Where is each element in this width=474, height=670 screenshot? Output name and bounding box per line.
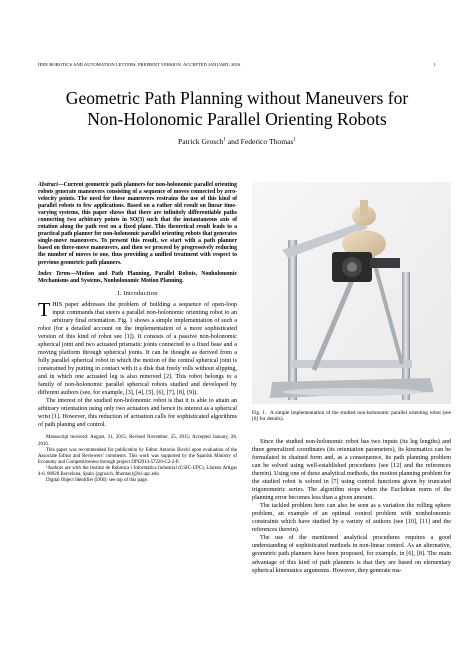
section-heading: I. Introduction <box>117 289 158 297</box>
author-conjunction: and <box>225 137 241 146</box>
paper-title <box>20 88 454 130</box>
paragraph-text: HIS paper addresses the problem of building a sequence of open-loop input commands that steers a parallel non-holonomic orienting robot to an arbitrary final orientation. Fig. 1 shows a simple implementation of such a robot (for a detailed account on the implementation of a more sophisticated version of this kind of robot see [1]). It consists of a passive non-holonomic spherical joint and two actuated prismatic joints connected to a fixed base and a moving platform through spherical joints. It can be thought as derived from a fully parallel spherical robot in which the motion of the central spherical joint is constrained by putting in contact with it a disk that freely rolls without slipping, and in which one actuated leg is also removed [2]. This robot belongs to a family of non-holonomic parallel spherical robots studied and developed by different authors (see, for example, [3], [4], [5], [6], [7], [8], [9]). <box>38 301 237 397</box>
affiliation-mark: 1 <box>293 137 296 143</box>
author-name: Federico Thomas <box>240 137 294 146</box>
abstract <box>38 182 237 267</box>
body-text <box>252 438 451 575</box>
left-column <box>38 182 237 484</box>
figure-caption <box>252 410 451 423</box>
introduction <box>38 298 237 430</box>
page-number: 1 <box>433 62 436 67</box>
footnote: This paper was recommended for publication by Editor Antonio Bicchi upon evaluation of the Associate Editor and Reviewers' comments. This work was supported by the Spanish Ministry of Economy and Competitiveness through project DPI2014-57220-C2-2-P. <box>38 447 237 465</box>
footnote: Manuscript received: August, 31, 2015; Revised November, 25, 2015; Accepted January, 28, 2016. <box>38 435 237 447</box>
paragraph: The use of the mentioned analytical procedures requires a good understanding of sophisticated methods in non-linear control. As an alternative, geometric path planners have been proposed, for example, in [6], [8]. The main advantage of this kind of path planners is that they are based on elementary spherical kinematics arguments. However, they generate ma- <box>252 535 451 574</box>
right-column <box>252 182 451 575</box>
footnote: ¹Authors are with the Institut de Robòtica i Informàtica Industrial (CSIC-UPC), Llorens Artigas 4-6, 08028 Barcelona, Spain {pgrosch, fthomas}@iri.upc.edu <box>38 465 237 478</box>
robot-illustration <box>252 182 451 404</box>
abstract-label: Abstract <box>38 182 58 188</box>
author-name: Patrick Grosch <box>178 137 224 146</box>
robot-photo <box>252 182 451 404</box>
abstract-text: —Current geometric path planners for non-holonomic parallel orienting robots generate maneuvers consisting of a sequence of moves connected by zero-velocity points. The need for these maneuvers restrains the use of this kind of parallel robots to few applications. Based on a rather old result on linear time-varying systems, this paper shows that there are infinitely differentiable paths connecting two arbitrary points in SO(3) such that the instantaneous axis of rotation along the path rest on a fixed plane. This theoretical result leads to a practical path planner for non-holonomic parallel orienting robots that generates single-move maneuvers. To present this result, we start with a path planner based on three-move maneuvers, and then we proceed by progressively reducing the number of moves to one, thus providing a unified treatment with respect to previous geometric path planners. <box>38 182 237 266</box>
index-terms-text: —Motion and Path Planning, Parallel Robots, Nonholonomic Mechanisms and Systems, Nonholonomic Motion Planning. <box>38 270 237 284</box>
paragraph: The tackled problem here can also be seen as a variation the rolling sphere problem, an example of an optimal control problem with nonholonomic constraints which have studied by a variety of authors (see [10], [11] and the references therein). <box>252 503 451 534</box>
title-line-2: Non-Holonomic Parallel Orienting Robots <box>87 109 387 129</box>
paragraph <box>38 298 237 398</box>
paragraph: Since the studied non-holonomic robot has two inputs (its leg lengths) and three generalized coordinates (its orientation parameters), its kinematics can be formulated in chained form and, as a consequence, its path planning problem can be solved using well-established procedures (see [12] and the references therein). Using one of these analytical methods, the motion planning problem for the studied robot is solved in [7] using control functions given by truncated trigonometric series. The algorithm stops when the Euclidean norm of the planning error becomes less than a given amount. <box>252 438 452 502</box>
affiliation-mark: 1 <box>223 137 226 143</box>
index-terms-label: Index Terms <box>38 270 71 277</box>
figure-label: Fig. 1. <box>252 410 267 416</box>
title-line-1: Geometric Path Planning without Maneuvers for <box>65 88 409 108</box>
journal-name: IEEE ROBOTICS AND AUTOMATION LETTERS. PREPRINT VERSION. ACCEPTED JANUARY, 2016 <box>38 62 241 67</box>
index-terms <box>38 271 237 285</box>
footnotes <box>38 435 237 484</box>
footnote: Digital Object Identifier (DOI): see top of this page. <box>46 478 148 484</box>
running-header <box>38 62 436 70</box>
paragraph: The interest of the studied non-holonomic robot is that it is able to attain an arbitrary orientation using only two actuators and hence its interest as a spherical wrist [1]. However, this reduction of actuation calls for sophisticated algorithms of path planing and control. <box>38 398 237 429</box>
author-list <box>0 137 474 146</box>
drop-cap: T <box>38 298 51 321</box>
caption-text: A simple implementation of the studied non-holonomic parallel orienting robot (see [6] for details). <box>252 410 451 423</box>
